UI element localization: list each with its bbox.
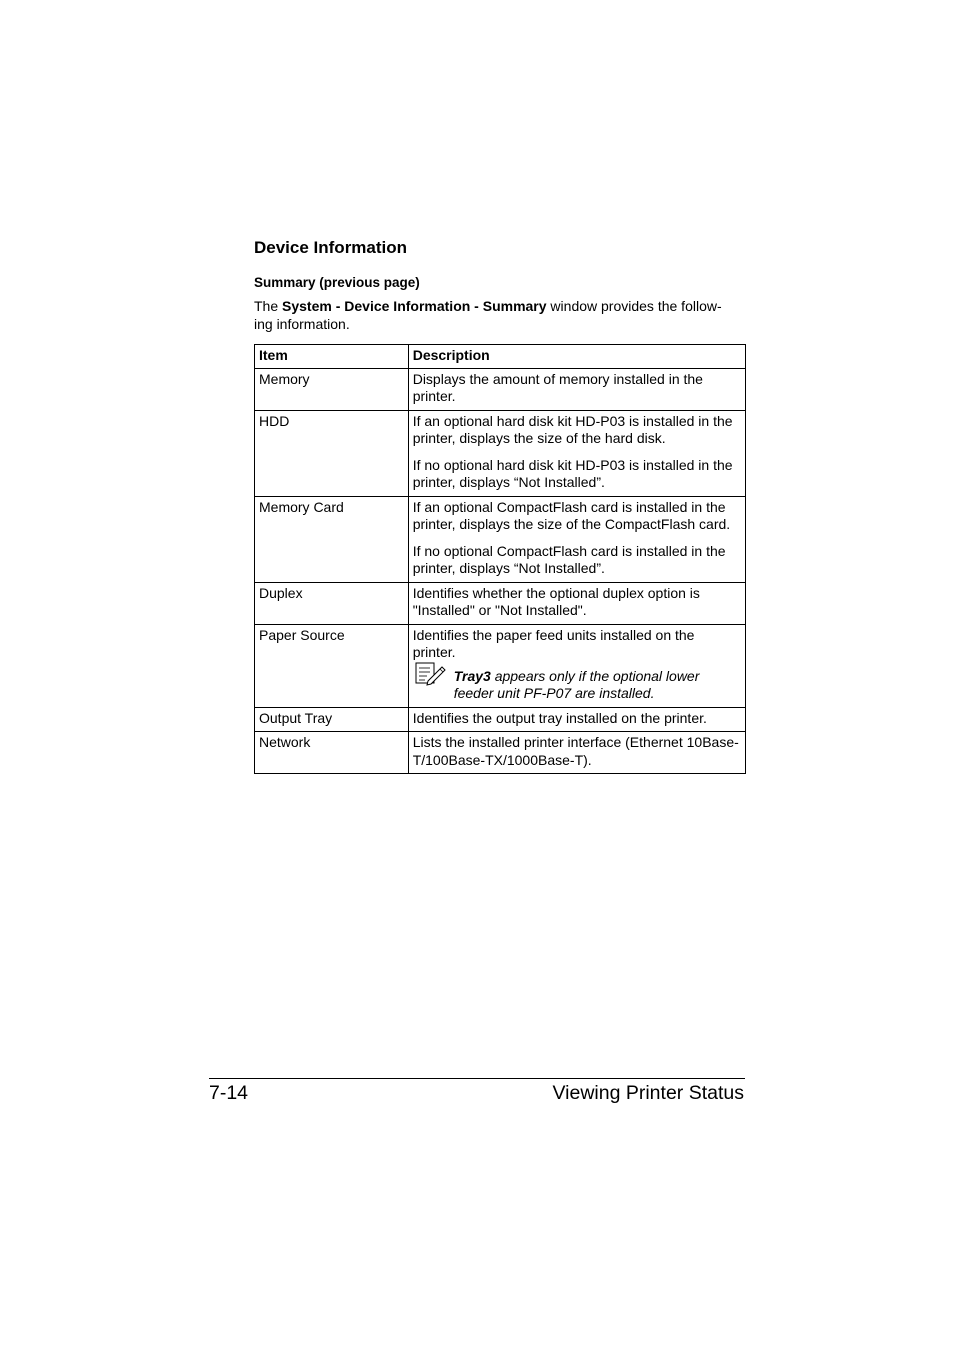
page-number: 7-14 bbox=[209, 1082, 249, 1104]
description-text: If no optional hard disk kit HD-P03 is installed in the printer, displays “Not Installed”. bbox=[412, 456, 733, 490]
intro-paragraph bbox=[254, 298, 746, 333]
description-text: If no optional CompactFlash card is installed in the printer, displays “Not Installed”. bbox=[412, 542, 726, 576]
description-text: Identifies whether the optional duplex option is "Installed" or "Not Installed". bbox=[412, 584, 700, 618]
section-title: Device Information bbox=[254, 238, 408, 257]
row-description bbox=[408, 707, 745, 732]
table-row bbox=[255, 410, 746, 496]
note-bold-term: Tray3 bbox=[453, 667, 491, 684]
note-pencil-icon bbox=[415, 662, 447, 686]
table-row bbox=[255, 496, 746, 582]
intro-bold-path: System - Device Information - Summary bbox=[282, 298, 547, 314]
row-item: Network bbox=[255, 732, 409, 774]
note bbox=[413, 668, 741, 703]
device-info-table bbox=[254, 344, 746, 774]
description-text: If an optional CompactFlash card is installed in the printer, displays the size of the CompactFlash card. bbox=[412, 498, 731, 532]
row-item: Paper Source bbox=[255, 624, 409, 707]
chapter-title: Viewing Printer Status bbox=[552, 1082, 744, 1104]
subsection-title: Summary (previous page) bbox=[254, 275, 420, 290]
row-item: Memory Card bbox=[255, 496, 409, 582]
row-item: Memory bbox=[255, 368, 409, 410]
row-description bbox=[408, 410, 745, 496]
description-text: Identifies the paper feed units installed on the printer. bbox=[412, 626, 695, 660]
intro-suffix-1: window provides the follow- bbox=[546, 298, 722, 314]
description-text: Identifies the output tray installed on the printer. bbox=[412, 709, 707, 726]
table-row bbox=[255, 624, 746, 707]
table-row bbox=[255, 368, 746, 410]
header-item: Item bbox=[255, 345, 409, 369]
intro-prefix: The bbox=[254, 298, 283, 314]
note-text: appears only if the optional lower feeder unit PF-P07 are installed. bbox=[453, 667, 700, 701]
description-text: If an optional hard disk kit HD-P03 is installed in the printer, displays the size of the hard disk. bbox=[412, 412, 733, 446]
row-description bbox=[408, 624, 745, 707]
row-description bbox=[408, 368, 745, 410]
row-description bbox=[408, 496, 745, 582]
description-text: Lists the installed printer interface (Ethernet 10Base-T/100Base-TX/1000Base-T). bbox=[412, 734, 739, 768]
row-item: HDD bbox=[255, 410, 409, 496]
footer-divider bbox=[209, 1078, 745, 1079]
table-row bbox=[255, 732, 746, 774]
row-description bbox=[408, 732, 745, 774]
row-description bbox=[408, 582, 745, 624]
table-row bbox=[255, 707, 746, 732]
row-item: Duplex bbox=[255, 582, 409, 624]
header-description: Description bbox=[408, 345, 745, 369]
row-item: Output Tray bbox=[255, 707, 409, 732]
description-text: Displays the amount of memory installed in the printer. bbox=[412, 370, 703, 404]
table-header-row bbox=[255, 345, 746, 369]
intro-suffix-2: ing information. bbox=[254, 315, 350, 332]
table-row bbox=[255, 582, 746, 624]
